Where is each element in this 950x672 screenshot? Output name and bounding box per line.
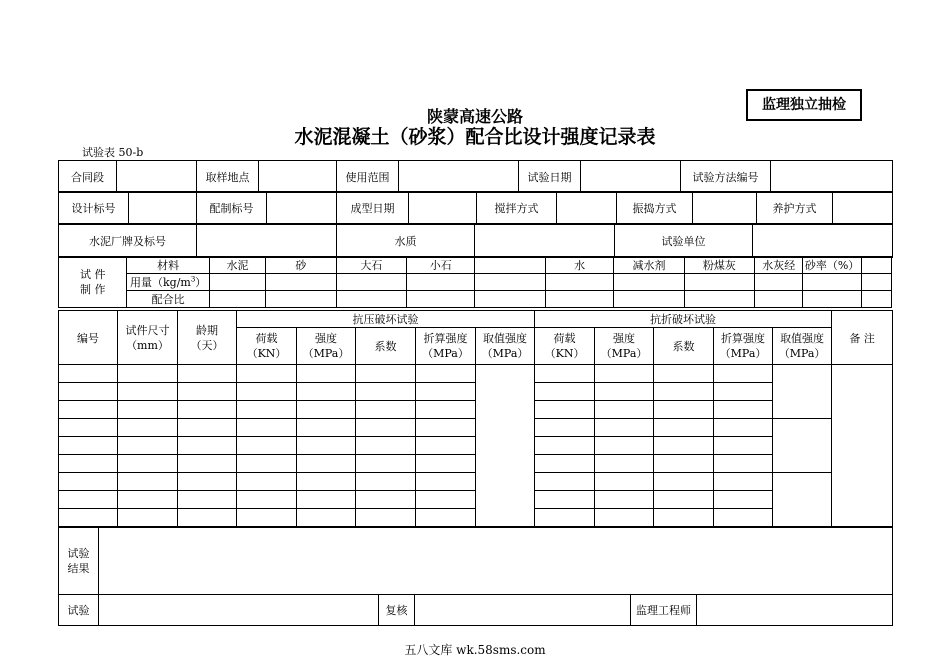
- specimen-making-line2: 制 作: [79, 283, 106, 296]
- cell[interactable]: [535, 437, 595, 455]
- comp-converted-header: [416, 328, 476, 365]
- cell[interactable]: [59, 455, 118, 473]
- cell[interactable]: [59, 473, 118, 491]
- flex-taken-cell[interactable]: [773, 473, 832, 527]
- cell[interactable]: [178, 419, 237, 437]
- blank-end-header: [861, 257, 891, 274]
- cell[interactable]: [178, 401, 237, 419]
- age-header: [178, 311, 237, 365]
- cell[interactable]: [535, 473, 595, 491]
- cell[interactable]: [416, 365, 476, 383]
- cell[interactable]: [59, 509, 118, 527]
- specimen-making-label: [59, 257, 127, 308]
- dosage-cell[interactable]: [475, 274, 545, 291]
- mix-ratio-cell[interactable]: [614, 291, 684, 308]
- mixing-method-label: 搅拌方式: [477, 192, 557, 225]
- cell[interactable]: [356, 401, 416, 419]
- result-label-line2: 结果: [67, 562, 90, 575]
- cell[interactable]: [297, 473, 356, 491]
- result-table: [58, 527, 893, 595]
- result-field[interactable]: [99, 528, 893, 595]
- cell[interactable]: [416, 437, 476, 455]
- cell[interactable]: [297, 383, 356, 401]
- title-line2: 水泥混凝土（砂浆）配合比设计强度记录表: [294, 126, 656, 148]
- cell[interactable]: [535, 491, 595, 509]
- mix-ratio-cell[interactable]: [475, 291, 545, 308]
- mix-ratio-cell[interactable]: [684, 291, 754, 308]
- cell[interactable]: [178, 491, 237, 509]
- dosage-cell[interactable]: [407, 274, 475, 291]
- blank-material-header: [475, 257, 545, 274]
- cell[interactable]: [237, 383, 297, 401]
- cell[interactable]: [356, 419, 416, 437]
- cell[interactable]: [118, 401, 178, 419]
- cement-header: 水泥: [209, 257, 265, 274]
- cell[interactable]: [595, 419, 654, 437]
- basic-info-row3: [58, 223, 893, 258]
- comp-taken-cell[interactable]: [476, 365, 535, 527]
- cell[interactable]: [595, 491, 654, 509]
- cell[interactable]: [714, 365, 773, 383]
- fly-ash-header: 粉煤灰: [684, 257, 754, 274]
- comp-load-line1: 荷载: [255, 332, 278, 345]
- cell[interactable]: [654, 473, 714, 491]
- contract-section-label: 合同段: [59, 161, 117, 193]
- cell[interactable]: [356, 365, 416, 383]
- title-line1: 陕蒙高速公路: [426, 107, 523, 126]
- cell[interactable]: [416, 491, 476, 509]
- cell[interactable]: [535, 455, 595, 473]
- flex-load-line2: （KN）: [544, 347, 585, 360]
- mix-grade-label: 配制标号: [197, 192, 267, 225]
- cell[interactable]: [118, 509, 178, 527]
- supervisor-field[interactable]: [697, 595, 893, 626]
- specimen-size-line2: （mm）: [126, 338, 169, 352]
- cell[interactable]: [654, 401, 714, 419]
- small-stone-header: 小石: [407, 257, 475, 274]
- flex-load-line1: 荷载: [553, 332, 576, 345]
- cell[interactable]: [118, 455, 178, 473]
- cell[interactable]: [416, 401, 476, 419]
- form-number: 试验表 50-b: [82, 146, 144, 159]
- supervisor-label: 监理工程师: [631, 595, 697, 626]
- dosage-cell[interactable]: [336, 274, 406, 291]
- cell[interactable]: [416, 419, 476, 437]
- flex-taken-line1: 取值强度: [780, 332, 825, 345]
- test-date-field[interactable]: [581, 161, 681, 193]
- sand-ratio-header: 砂率（%）: [803, 257, 861, 274]
- mix-ratio-label: 配合比: [127, 291, 209, 308]
- cell[interactable]: [654, 509, 714, 527]
- cell[interactable]: [59, 491, 118, 509]
- dosage-sup: 3: [190, 275, 196, 284]
- cell[interactable]: [178, 437, 237, 455]
- cell[interactable]: [237, 365, 297, 383]
- age-line1: 龄期: [196, 323, 218, 337]
- supervision-stamp: 监理独立抽检: [746, 89, 862, 121]
- cell[interactable]: [416, 473, 476, 491]
- footer-watermark: 五八文库 wk.58sms.com: [404, 643, 546, 657]
- strength-test-table: [58, 310, 893, 527]
- cell[interactable]: [714, 383, 773, 401]
- material-header: 材料: [127, 257, 209, 274]
- design-grade-field[interactable]: [129, 192, 197, 225]
- result-label: [59, 528, 99, 595]
- cell[interactable]: [297, 509, 356, 527]
- cell[interactable]: [356, 509, 416, 527]
- molding-date-field[interactable]: [409, 192, 477, 225]
- cell[interactable]: [297, 419, 356, 437]
- dosage-cell[interactable]: [209, 274, 265, 291]
- vibrating-method-label: 振捣方式: [617, 192, 693, 225]
- comp-load-line2: （KN）: [246, 347, 287, 360]
- cell[interactable]: [178, 509, 237, 527]
- mix-ratio-cell[interactable]: [861, 291, 891, 308]
- dosage-cell[interactable]: [545, 274, 613, 291]
- cell[interactable]: [714, 437, 773, 455]
- cell[interactable]: [118, 437, 178, 455]
- design-grade-label: 设计标号: [59, 192, 129, 225]
- cell[interactable]: [654, 491, 714, 509]
- cell[interactable]: [535, 419, 595, 437]
- cell[interactable]: [535, 365, 595, 383]
- usage-scope-label: 使用范围: [337, 161, 399, 193]
- flex-taken-line2: （MPa）: [778, 347, 826, 360]
- cell[interactable]: [714, 509, 773, 527]
- cell[interactable]: [595, 455, 654, 473]
- remarks-cell[interactable]: [832, 365, 893, 527]
- water-reducer-header: 减水剂: [614, 257, 684, 274]
- vibrating-method-field[interactable]: [693, 192, 757, 225]
- mix-ratio-cell[interactable]: [545, 291, 613, 308]
- mixing-method-field[interactable]: [557, 192, 617, 225]
- signature-table: [58, 594, 893, 626]
- cell[interactable]: [535, 509, 595, 527]
- table-row: [59, 365, 893, 383]
- mix-ratio-cell[interactable]: [266, 291, 336, 308]
- cell[interactable]: [297, 491, 356, 509]
- reviewer-label: 复核: [379, 595, 415, 626]
- cell[interactable]: [356, 491, 416, 509]
- remarks-header: 备 注: [832, 311, 893, 365]
- comp-load-header: [237, 328, 297, 365]
- cell[interactable]: [595, 401, 654, 419]
- sand-header: 砂: [266, 257, 336, 274]
- cell[interactable]: [654, 365, 714, 383]
- usage-scope-field[interactable]: [399, 161, 519, 193]
- flex-converted-header: [714, 328, 773, 365]
- dosage-suffix: ）: [195, 276, 207, 289]
- mix-ratio-cell[interactable]: [755, 291, 803, 308]
- comp-taken-line1: 取值强度: [483, 332, 528, 345]
- cell[interactable]: [714, 455, 773, 473]
- tester-field[interactable]: [99, 595, 379, 626]
- sampling-site-label: 取样地点: [197, 161, 259, 193]
- cell[interactable]: [595, 509, 654, 527]
- mix-ratio-cell[interactable]: [336, 291, 406, 308]
- cell[interactable]: [714, 419, 773, 437]
- reviewer-field[interactable]: [415, 595, 631, 626]
- cell[interactable]: [237, 509, 297, 527]
- tester-label: 试验: [59, 595, 99, 626]
- comp-converted-line1: 折算强度: [423, 332, 468, 345]
- large-stone-header: 大石: [336, 257, 406, 274]
- contract-section-field[interactable]: [117, 161, 197, 193]
- flex-strength-line1: 强度: [613, 332, 636, 345]
- cell[interactable]: [59, 437, 118, 455]
- mix-ratio-cell[interactable]: [407, 291, 475, 308]
- cell[interactable]: [237, 437, 297, 455]
- cell[interactable]: [356, 383, 416, 401]
- cell[interactable]: [416, 383, 476, 401]
- cell[interactable]: [595, 473, 654, 491]
- cell[interactable]: [237, 491, 297, 509]
- comp-taken-header: [476, 328, 535, 365]
- cell[interactable]: [118, 473, 178, 491]
- cell[interactable]: [416, 509, 476, 527]
- wc-ratio-header: 水灰经: [755, 257, 803, 274]
- cell[interactable]: [178, 383, 237, 401]
- cell[interactable]: [654, 383, 714, 401]
- cell[interactable]: [118, 419, 178, 437]
- comp-converted-line2: （MPa）: [422, 347, 469, 360]
- test-date-label: 试验日期: [519, 161, 581, 193]
- specimen-making-line1: 试 件: [79, 268, 106, 281]
- cell[interactable]: [416, 455, 476, 473]
- molding-date-label: 成型日期: [337, 192, 409, 225]
- compression-test-header: 抗压破坏试验: [237, 311, 535, 328]
- flex-strength-line2: （MPa）: [600, 347, 648, 360]
- cell[interactable]: [535, 401, 595, 419]
- cell[interactable]: [356, 473, 416, 491]
- cell[interactable]: [237, 401, 297, 419]
- cell[interactable]: [654, 437, 714, 455]
- water-quality-label: 水质: [337, 224, 475, 258]
- materials-table: [58, 256, 892, 308]
- dosage-cell[interactable]: [803, 274, 861, 291]
- test-method-no-label: 试验方法编号: [681, 161, 771, 193]
- cell[interactable]: [178, 473, 237, 491]
- cell[interactable]: [356, 437, 416, 455]
- cell[interactable]: [356, 455, 416, 473]
- cement-maker-label: 水泥厂牌及标号: [59, 224, 197, 258]
- dosage-label: [127, 274, 209, 291]
- cell[interactable]: [118, 383, 178, 401]
- curing-method-field[interactable]: [833, 192, 893, 225]
- flex-taken-cell[interactable]: [773, 365, 832, 419]
- cell[interactable]: [118, 365, 178, 383]
- mix-ratio-cell[interactable]: [803, 291, 861, 308]
- cell[interactable]: [654, 419, 714, 437]
- cell[interactable]: [595, 437, 654, 455]
- cell[interactable]: [237, 455, 297, 473]
- cell[interactable]: [535, 383, 595, 401]
- result-label-line1: 试验: [67, 547, 90, 560]
- flex-coefficient-header: 系数: [654, 328, 714, 365]
- basic-info-row2: [58, 191, 893, 225]
- comp-taken-line2: （MPa）: [481, 347, 529, 360]
- dosage-prefix: 用量（kg/m: [129, 276, 191, 289]
- flexural-test-header: 抗折破坏试验: [535, 311, 832, 328]
- number-header: 编号: [59, 311, 118, 365]
- dosage-cell[interactable]: [684, 274, 754, 291]
- flex-converted-line2: （MPa）: [719, 347, 767, 360]
- dosage-cell[interactable]: [266, 274, 336, 291]
- cell[interactable]: [59, 419, 118, 437]
- cell[interactable]: [237, 473, 297, 491]
- cell[interactable]: [178, 455, 237, 473]
- water-header: 水: [545, 257, 613, 274]
- cell[interactable]: [237, 419, 297, 437]
- comp-strength-header: [297, 328, 356, 365]
- cell[interactable]: [654, 455, 714, 473]
- cement-maker-field[interactable]: [197, 224, 337, 258]
- flex-taken-header: [773, 328, 832, 365]
- test-unit-field[interactable]: [753, 224, 893, 258]
- cell[interactable]: [714, 491, 773, 509]
- cell[interactable]: [714, 401, 773, 419]
- mix-grade-field[interactable]: [267, 192, 337, 225]
- test-method-no-field[interactable]: [771, 161, 893, 193]
- dosage-cell[interactable]: [861, 274, 891, 291]
- specimen-size-header: [118, 311, 178, 365]
- comp-strength-line2: （MPa）: [302, 347, 350, 360]
- cell[interactable]: [59, 365, 118, 383]
- cell[interactable]: [297, 455, 356, 473]
- sampling-site-field[interactable]: [259, 161, 337, 193]
- cell[interactable]: [297, 401, 356, 419]
- cell[interactable]: [595, 365, 654, 383]
- age-line2: （天）: [190, 338, 224, 352]
- cell[interactable]: [297, 365, 356, 383]
- flex-converted-line1: 折算强度: [721, 332, 766, 345]
- cell[interactable]: [178, 365, 237, 383]
- mix-ratio-cell[interactable]: [209, 291, 265, 308]
- cell[interactable]: [714, 473, 773, 491]
- cell[interactable]: [59, 383, 118, 401]
- dosage-cell[interactable]: [614, 274, 684, 291]
- cell[interactable]: [297, 437, 356, 455]
- dosage-cell[interactable]: [755, 274, 803, 291]
- test-unit-label: 试验单位: [615, 224, 753, 258]
- water-quality-field[interactable]: [475, 224, 615, 258]
- flex-load-header: [535, 328, 595, 365]
- comp-coefficient-header: 系数: [356, 328, 416, 365]
- cell[interactable]: [59, 401, 118, 419]
- cell[interactable]: [595, 383, 654, 401]
- flex-taken-cell[interactable]: [773, 419, 832, 473]
- specimen-size-line1: 试件尺寸: [125, 323, 170, 337]
- flex-strength-header: [595, 328, 654, 365]
- comp-strength-line1: 强度: [315, 332, 337, 345]
- cell[interactable]: [118, 491, 178, 509]
- curing-method-label: 养护方式: [757, 192, 833, 225]
- basic-info-row1: [58, 160, 893, 193]
